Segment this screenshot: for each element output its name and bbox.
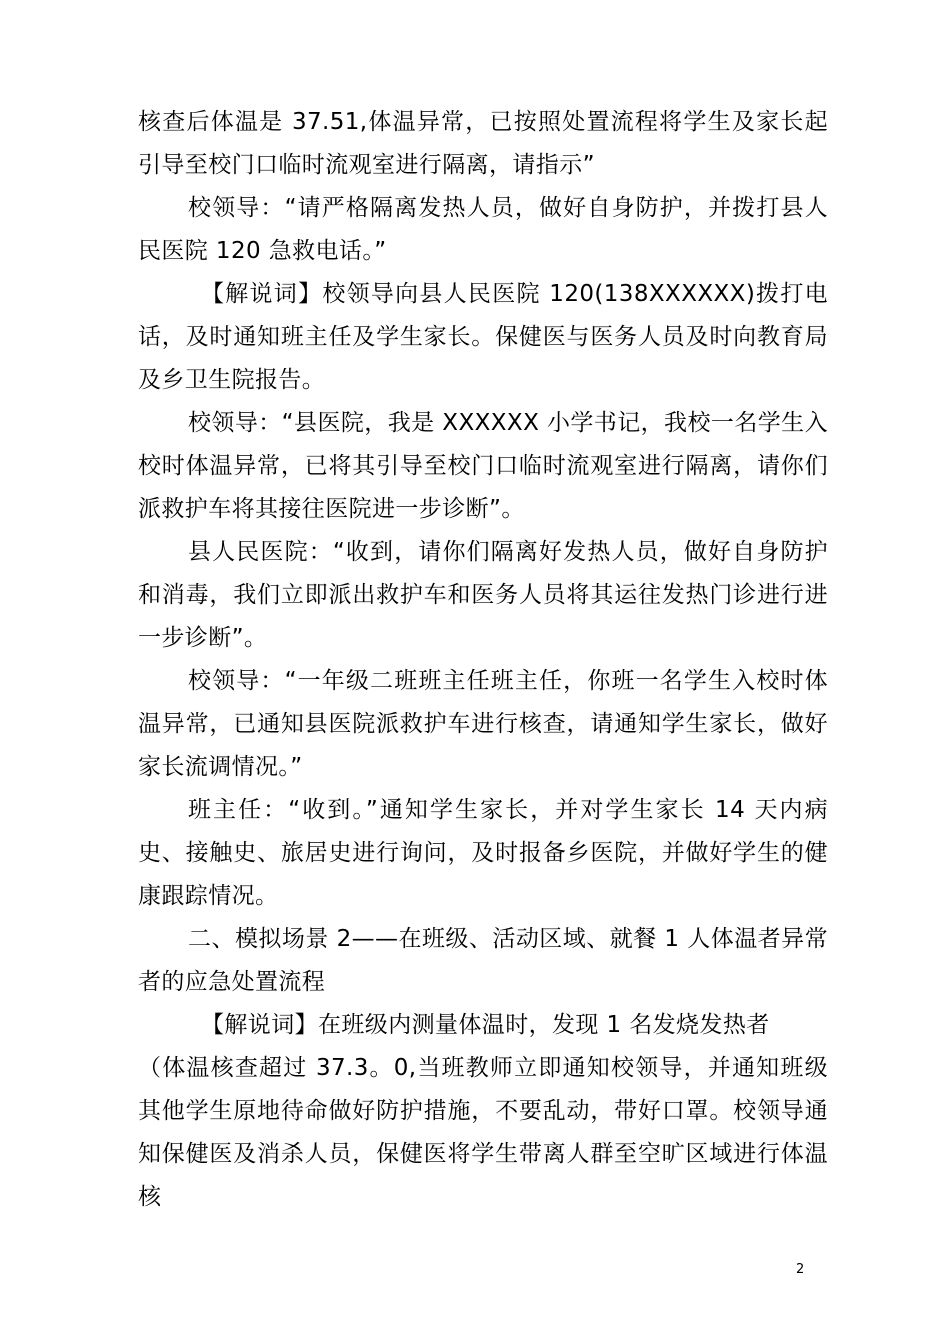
page-number: 2 [796, 1262, 805, 1277]
paragraph-narration-class: 【解说词】在班级内测量体温时，发现 1 名发烧发热者 [201, 1012, 770, 1038]
section-heading-scenario-2: 二、模拟场景 2——在班级、活动区域、就餐 1 人体温者异常者的应急处置流程 [138, 926, 828, 995]
paragraph-leader-instruction: 校领导：“请严格隔离发热人员，做好自身防护，并拨打县人民医院 120 急救电话。” [138, 195, 828, 264]
paragraph-teacher-reply: 班主任：“收到。”通知学生家长，并对学生家长 14 天内病史、接触史、旅居史进行询问，及时报备乡医院，并做好学生的健康跟踪情况。 [138, 797, 828, 909]
paragraph-narration-call: 【解说词】校领导向县人民医院 120(138XXXXXX)拨打电话，及时通知班主任及学生家长。保健医与医务人员及时向教育局及乡卫生院报告。 [138, 281, 828, 393]
paragraph-class-procedure: （体温核查超过 37.3。0,当班教师立即通知校领导，并通知班级其他学生原地待命做好防护措施，不要乱动，带好口罩。校领导通知保健医及消杀人员，保健医将学生带离人群至空旷区域进行体温核 [138, 1055, 828, 1210]
paragraph-continuation: 核查后体温是 37.51,体温异常，已按照处置流程将学生及家长起引导至校门口临时流观室进行隔离，请指示” [138, 109, 828, 178]
body-text [138, 101, 828, 1219]
paragraph-hospital-reply: 县人民医院：“收到，请你们隔离好发热人员，做好自身防护和消毒，我们立即派出救护车和医务人员将其运往发热门诊进行进一步诊断”。 [138, 539, 828, 651]
paragraph-leader-hospital-call: 校领导：“县医院，我是 XXXXXX 小学书记，我校一名学生入校时体温异常，已将其引导至校门口临时流观室进行隔离，请你们派救护车将其接往医院进一步诊断”。 [138, 410, 828, 522]
paragraph-leader-teacher: 校领导：“一年级二班班主任班主任，你班一名学生入校时体温异常，已通知县医院派救护车进行核查，请通知学生家长，做好家长流调情况。” [138, 668, 828, 780]
